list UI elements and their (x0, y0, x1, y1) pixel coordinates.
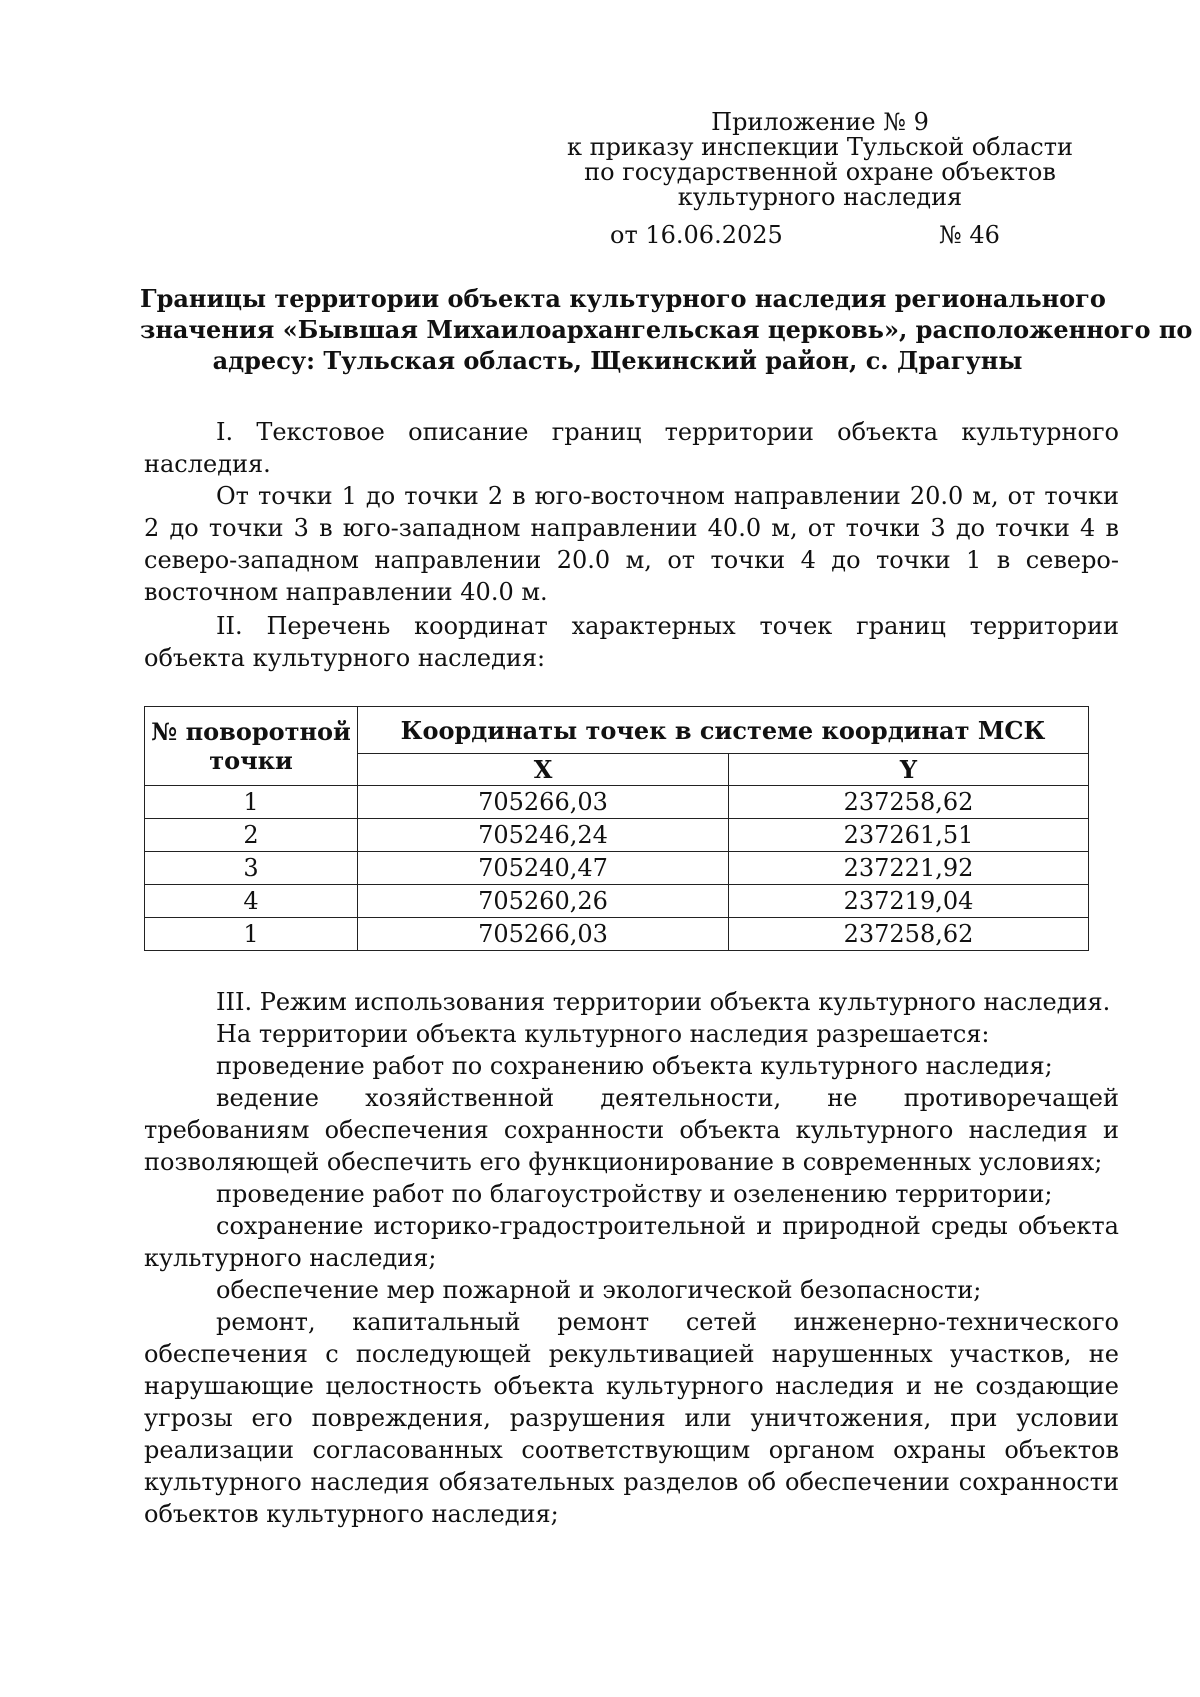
header-coordinates: Координаты точек в системе координат МСК (358, 707, 1089, 754)
point-number: 3 (145, 852, 358, 885)
appendix-order-line: к приказу инспекции Тульской области (567, 133, 1073, 161)
coord-x: 705266,03 (358, 918, 729, 951)
permitted-intro: На территории объекта культурного наследия разрешается: (216, 1020, 990, 1048)
section-1-heading: I. Текстовое описание границ территории объекта культурного наследия. (144, 418, 1119, 478)
section-1-text: От точки 1 до точки 2 в юго-восточном направлении 20.0 м, от точки 2 до точки 3 в юго-западном направлении 40.0 м, от точки 3 до точки 4 в северо-западном направлении 20.0 м, от точки 4 до точки 1 в северо-восточном направлении 40.0 м. (144, 482, 1119, 606)
coord-y: 237221,92 (729, 852, 1089, 885)
header-x: X (358, 754, 729, 786)
point-number: 1 (145, 918, 358, 951)
point-number: 1 (145, 786, 358, 819)
table-row (145, 918, 1089, 951)
appendix-header (560, 110, 1080, 210)
permitted-item: проведение работ по сохранению объекта культурного наследия; (216, 1052, 1053, 1080)
section-2 (144, 610, 1119, 674)
table-row (145, 786, 1089, 819)
point-number: 4 (145, 885, 358, 918)
coord-y: 237258,62 (729, 918, 1089, 951)
table-row (145, 819, 1089, 852)
coord-x: 705240,47 (358, 852, 729, 885)
section-3 (144, 986, 1119, 1530)
order-number: № 46 (939, 221, 1000, 249)
title-line-1: Границы территории объекта культурного наследия регионального (140, 284, 1106, 313)
appendix-number: Приложение № 9 (711, 108, 929, 136)
title-line-2: значения «Бывшая Михаилоархангельская церковь», расположенного по (140, 315, 1193, 344)
table-row (145, 885, 1089, 918)
coordinates-table (144, 706, 1089, 951)
coord-x: 705260,26 (358, 885, 729, 918)
title-line-3: адресу: Тульская область, Щекинский район, с. Драгуны (212, 346, 1023, 375)
appendix-inspection-line: по государственной охране объектов (584, 158, 1056, 186)
permitted-item: ремонт, капитальный ремонт сетей инженерно-технического обеспечения с последующей рекультивацией нарушенных участков, не нарушающие целостность объекта культурного наследия и не создающие угрозы его повреждения, разрушения или уничтожения, при условии реализации согласованных соответствующим органом охраны объектов культурного наследия обязательных разделов об обеспечении сохранности объектов культурного наследия; (144, 1308, 1119, 1528)
document-title (140, 283, 1193, 376)
header-y: Y (729, 754, 1089, 786)
point-number: 2 (145, 819, 358, 852)
coord-x: 705266,03 (358, 786, 729, 819)
section-3-heading: III. Режим использования территории объекта культурного наследия. (216, 988, 1111, 1016)
table-row (145, 852, 1089, 885)
permitted-item: сохранение историко-градостроительной и природной среды объекта культурного наследия; (144, 1212, 1119, 1272)
order-date: от 16.06.2025 (610, 221, 783, 249)
section-2-heading: II. Перечень координат характерных точек границ территории объекта культурного наследия: (144, 612, 1119, 672)
section-1 (144, 416, 1119, 608)
coord-x: 705246,24 (358, 819, 729, 852)
header-point-number: № поворотной точки (145, 707, 358, 786)
permitted-item: ведение хозяйственной деятельности, не противоречащей требованиям обеспечения сохранности объекта культурного наследия и позволяющей обеспечить его функционирование в современных условиях; (144, 1084, 1119, 1176)
appendix-heritage-line: культурного наследия (677, 183, 963, 211)
coord-y: 237258,62 (729, 786, 1089, 819)
coord-y: 237219,04 (729, 885, 1089, 918)
permitted-item: обеспечение мер пожарной и экологической безопасности; (216, 1276, 982, 1304)
coord-y: 237261,51 (729, 819, 1089, 852)
permitted-item: проведение работ по благоустройству и озеленению территории; (216, 1180, 1053, 1208)
